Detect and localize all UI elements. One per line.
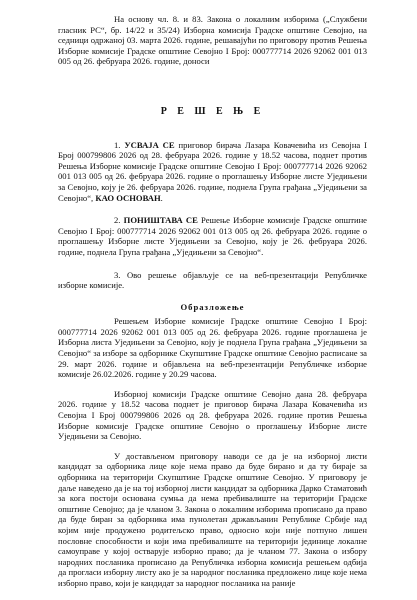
document-title: Р Е Ш Е Њ Е <box>160 105 265 117</box>
item-1-verb: УСВАЈА СЕ <box>124 139 175 150</box>
item-2-verb: ПОНИШТАВА СЕ <box>123 215 198 226</box>
reasoning-paragraph-1: Решењем Изборне комисије Градске општине Севојно I Број: 000777714 2026 92062 001 013 005 од 26. фебруара 2026. године проглашена је Изборна листа Уједињени за Севојно, коју је поднела Група грађана „Уједињени за Севојно“ за изборе за одборнике Скупштине Градске општине Севојно расписане за 29. март 2026. године и објављена на веб-презентацији Републичке изборне комисије 26.02.2026. године у 20.29 часова. <box>58 316 367 380</box>
reasoning-paragraph-2: Изборној комисији Градске општине Севојно дана 28. фебруара 2026. године у 18.52 часова поднет је приговор бирача Лазара Ковачевића из Севојна I Број 000799806 2026 од 28. фебруара 2026. године против Решења Изборне комисије Градске општине Севојно о проглашењу Изборне листе Уједињени за Севојно. <box>58 388 367 442</box>
item-1-period: . <box>160 192 163 203</box>
item-2-paragraph <box>58 215 367 257</box>
item-1-conclusion: КАО ОСНОВАН <box>95 192 161 203</box>
reasoning-title: Образложење <box>180 301 245 312</box>
reasoning-paragraph-3: У достављеном приговору наводи се да је на изборној листи кандидат за одборника лице које нема право да буде бирано и да ту бираје за одборника на територији Скупштине Градске општине Севојно. У приговору је даље наведено да је на тој изборној листи кандидат за одборника Дарко Стаматовић за кога постоји основана сумња да нема пребивалиште на територији Градске општине Севојно; да је чланом 3. Закона о локалним изборима прописано да право да буде биран за одборника има пунолетан држављанин Републике Србије над којим није продужено родитељско право, односно који није потпуно лишен пословне способности и који има пребивалиште на територији јединице локалне самоуправе у којој остварује изборно право; да је чланом 77. Закона о избору народних посланика прописано да Републичка изборна комисија решењем одбија да прогласи изборну листу ако је за народног посланика предложено лице које нема изборно право, који је кандидат за народног посланика на ранијe <box>58 450 367 588</box>
item-1-text: приговор бирача Лазара Ковачевића из Севојна I Број 000799806 2026 од 28. фебруара 2026. године у 18.52 часова, поднет против Решења Изборне комисије Градске општине Севојно I Број: 000777714 2026 92062 001 013 005 од 26. фебруара 2026. године о проглашењу Изборне листе Уједињени за Севојно, коју је 26. фебруара 2026. године, поднела Група грађана „Уједињени за Севојно“, <box>58 139 367 203</box>
item-2-text: Решење Изборне комисије Градске општине Севојно I Број: 000777714 2026 92062 001 013 005 од 26. фебруара 2026. године о проглашењу Изборне листе Уједињени за Севојно, коју је 26. фебруара 2026. године, поднела Група грађана „Уједињени за Севојно“. <box>58 215 367 257</box>
item-1-number: 1. <box>114 139 121 150</box>
item-2-number: 2. <box>114 215 121 226</box>
item-1-paragraph <box>58 140 367 204</box>
item-3-paragraph: 3. Ово решење објављује се на веб-презентацији Републичке изборне комисије. <box>58 269 367 291</box>
intro-paragraph: На основу чл. 8. и 83. Закона о локалним изборима („Службени гласник РС“, бр. 14/22 и 35/24) Изборна комисија Градске општине Севојно, на седници одржаној 03. марта 2026. године, решавајући по приговору против Решења Изборне комисије Градске општине Севојно I Број: 000777714 2026 92062 001 013 005 од 26. фебруара 2026. године, доноси <box>58 14 367 67</box>
